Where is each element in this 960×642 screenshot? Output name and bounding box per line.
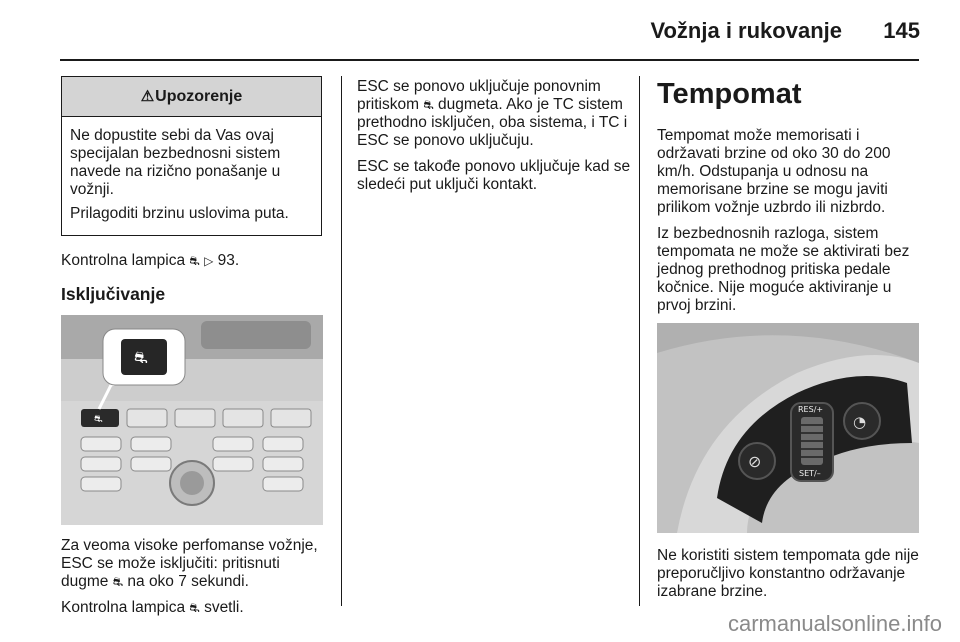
- disable-text-end: na oko 7 sekundi.: [127, 573, 249, 590]
- steering-wheel-photo: [657, 323, 919, 533]
- esc-off-icon: ⛐: [112, 575, 124, 589]
- column-3: [657, 78, 922, 609]
- arrow-ref-icon: ▷: [204, 254, 214, 268]
- ignition-paragraph: ESC se takođe ponovo uključuje kad se sledeći put uključi kontakt.: [357, 158, 631, 193]
- watermark: carmanualsonline.info: [727, 611, 942, 636]
- subheading-disable: Isključivanje: [61, 284, 166, 304]
- column-2: [357, 78, 632, 202]
- res-label: RES/+: [798, 405, 824, 414]
- page-number: 145: [883, 18, 920, 43]
- column-divider-2: [639, 76, 640, 606]
- cruise-paragraph-2: Iz bezbednosnih razloga, sistem tempomata ne može se aktivirati bez jednog prethodnog pritiska pedale kočnice. Nije moguće aktiviranje u prvoj brzini.: [657, 225, 910, 314]
- column-1: [61, 76, 323, 625]
- cruise-paragraph-1: Tempomat može memorisati i održavati brzine od oko 30 do 200 km/h. Odstupanja u odnosu na memorisane brzine se mogu javiti prilikom vožnje uzbrdo ili nizbrdo.: [657, 127, 891, 216]
- svg-text:◔: ◔: [853, 413, 867, 431]
- page-header-title: Vožnja i rukovanje: [650, 18, 842, 43]
- control-lamp-reference: [61, 252, 323, 270]
- column-divider-1: [341, 76, 342, 606]
- esc-off-icon: ⛐: [189, 254, 200, 268]
- cruise-paragraph-3: Ne koristiti sistem tempomata gde nije preporučljivo konstantno održavanje izabrane brzine.: [657, 547, 919, 600]
- warning-body: [62, 117, 321, 235]
- set-label: SET/–: [799, 469, 821, 478]
- disable-instruction: [61, 537, 323, 591]
- lamp-prefix: Kontrolna lampica: [61, 599, 186, 616]
- reactivate-text-b: dugmeta. Ako je TC sistem prethodno isključen, oba sistema, i TC i ESC se ponovo uključuju.: [357, 96, 628, 149]
- reactivate-text-a: ESC se ponovo uključuje ponovnim pritiskom: [357, 78, 601, 113]
- esc-lamp-icon: ⛐: [189, 601, 200, 615]
- svg-text:⊘: ⊘: [748, 452, 762, 471]
- esc-off-icon: ⛐: [423, 98, 434, 112]
- section-title-cruise-control: Tempomat: [657, 78, 802, 110]
- warning-triangle-icon: ⚠: [140, 87, 155, 105]
- center-console-photo: [61, 315, 323, 525]
- warning-title: Upozorenje: [155, 87, 243, 105]
- control-lamp-text: Kontrolna lampica: [61, 252, 186, 269]
- page-reference: 93.: [217, 252, 240, 269]
- svg-text:⛐: ⛐: [134, 348, 148, 367]
- warning-header: [62, 77, 321, 117]
- lamp-on-text: [61, 599, 323, 617]
- disable-text: Za veoma visoke perfomanse vožnje, ESC se može isključiti: pritisnuti dugme: [61, 537, 318, 590]
- warning-text-2: Prilagoditi brzinu uslovima puta.: [70, 205, 289, 222]
- reactivate-paragraph: [357, 78, 632, 150]
- header-rule: [60, 59, 919, 61]
- warning-box: [61, 76, 322, 236]
- svg-text:⛐: ⛐: [94, 414, 103, 425]
- warning-text-1: Ne dopustite sebi da Vas ovaj specijalan bezbednosni sistem navede na rizično ponašanje u vožnji.: [70, 127, 281, 198]
- lamp-suffix: svetli.: [204, 599, 244, 616]
